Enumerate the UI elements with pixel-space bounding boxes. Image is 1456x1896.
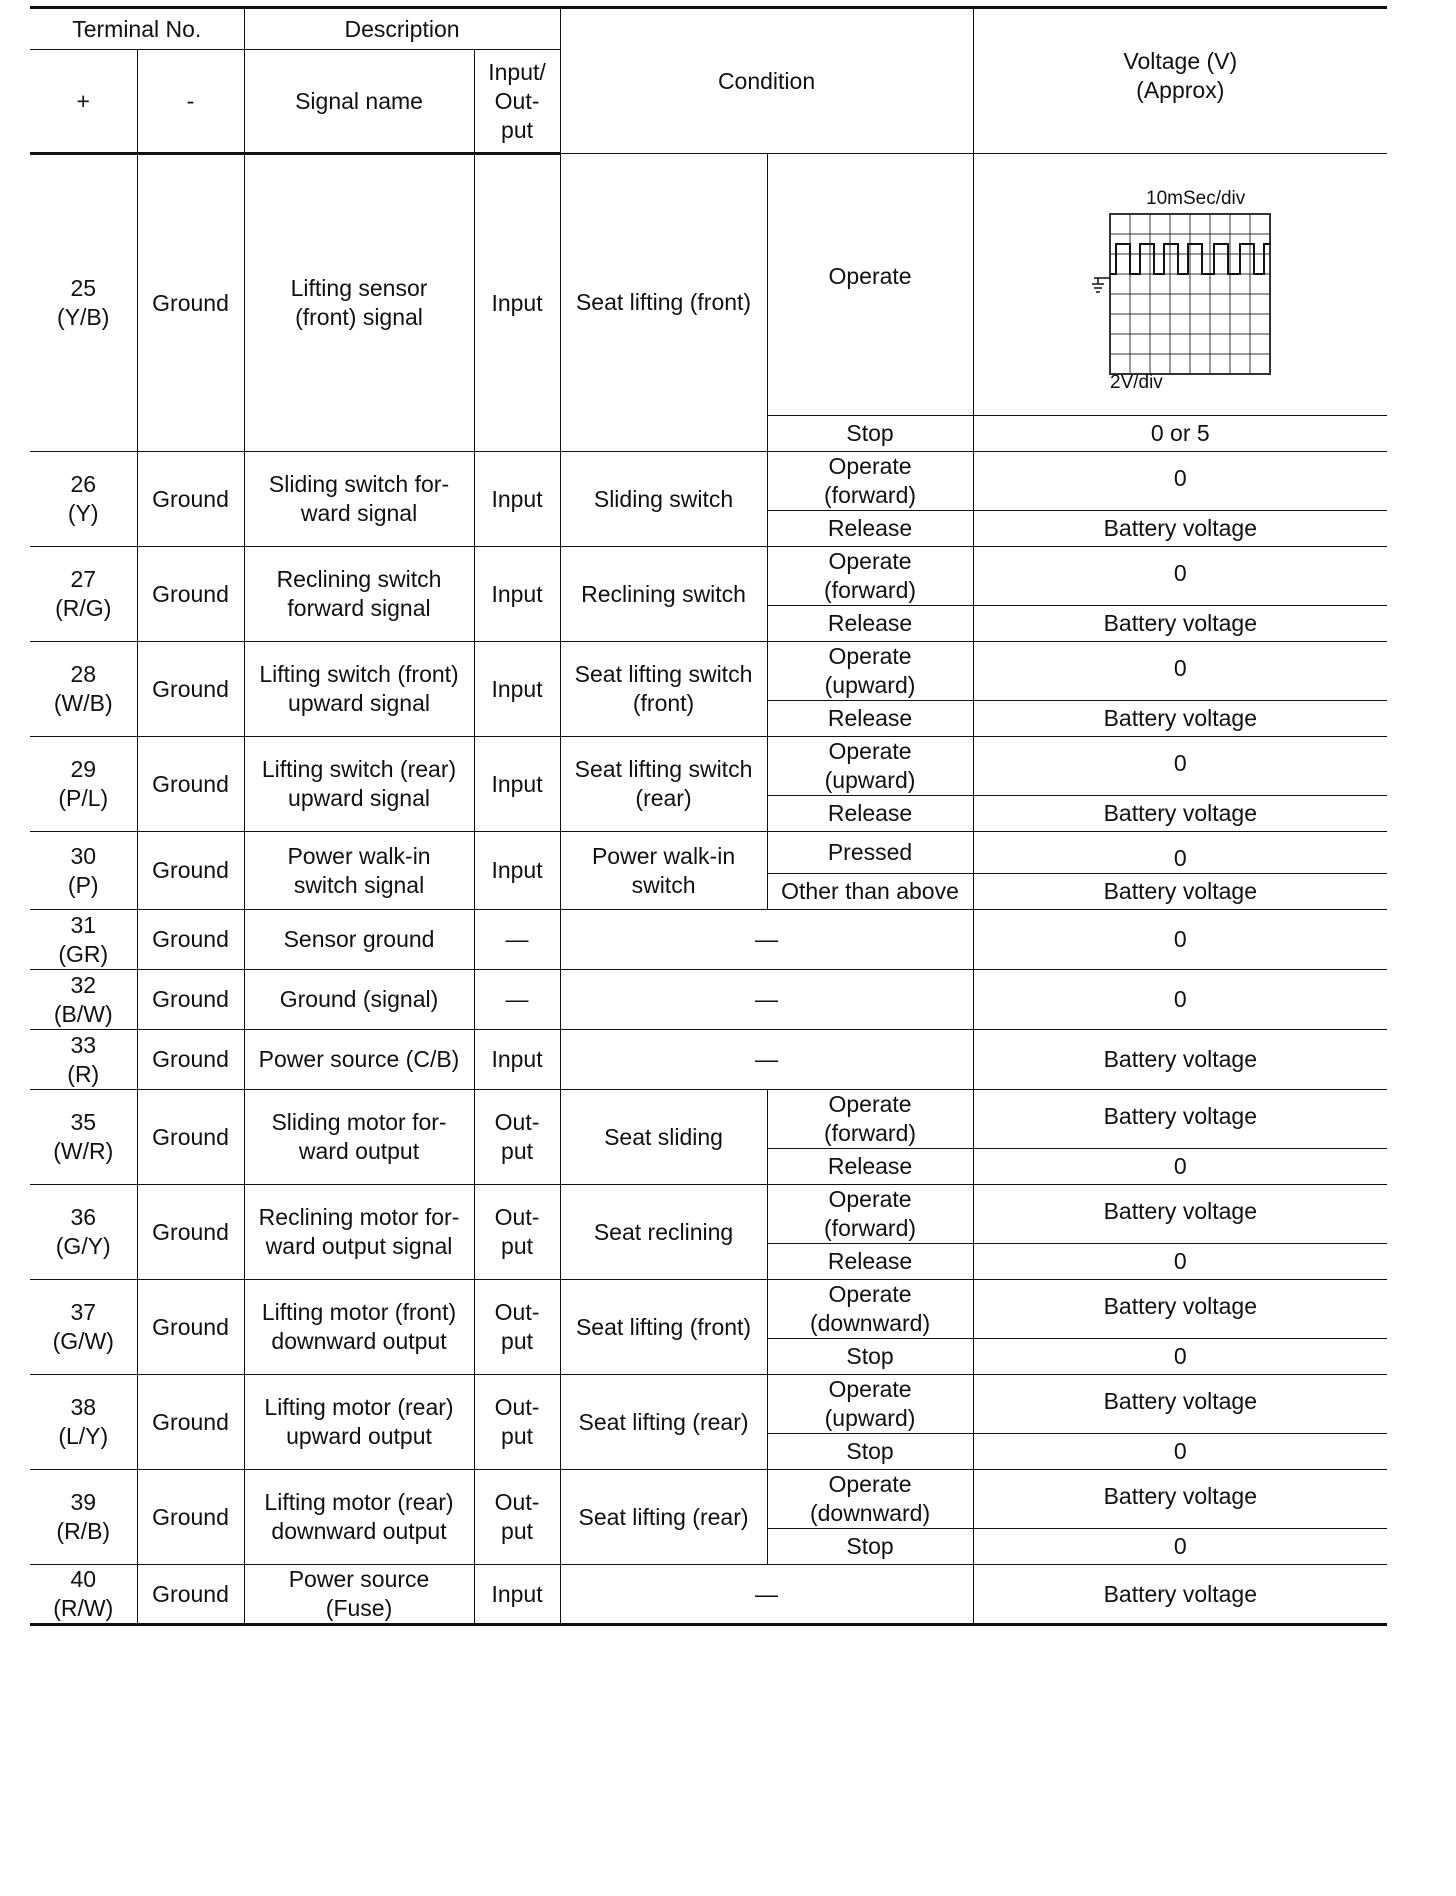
signal-name: Lifting switch (front) upward signal: [244, 642, 474, 737]
terminal-number: 40 (R/W): [30, 1565, 137, 1625]
condition: Seat reclining: [560, 1185, 767, 1280]
voltage-value: Battery voltage: [973, 796, 1387, 832]
table-row: [30, 832, 1387, 874]
condition-state: Operate (upward): [767, 737, 973, 796]
voltage-value: 0: [973, 970, 1387, 1030]
terminal-number: 35 (W/R): [30, 1090, 137, 1185]
input-output: Out- put: [474, 1280, 560, 1375]
condition-state: Release: [767, 1149, 973, 1185]
signal-name: Lifting sensor (front) signal: [244, 154, 474, 452]
input-output: Input: [474, 547, 560, 642]
ground-terminal: Ground: [137, 1470, 244, 1565]
ground-terminal: Ground: [137, 154, 244, 452]
terminal-number: 38 (L/Y): [30, 1375, 137, 1470]
header-input-output: Input/ Out- put: [474, 50, 560, 154]
ground-terminal: Ground: [137, 1090, 244, 1185]
signal-name: Ground (signal): [244, 970, 474, 1030]
time-div-label: 10mSec/div: [1146, 187, 1246, 209]
condition: Power walk-in switch: [560, 832, 767, 910]
voltage-value: Battery voltage: [973, 1470, 1387, 1529]
scope-grid: [1110, 214, 1270, 374]
condition: Sliding switch: [560, 452, 767, 547]
header-minus: -: [137, 50, 244, 154]
table-body: [30, 154, 1387, 1625]
input-output: Input: [474, 642, 560, 737]
table-row: [30, 154, 1387, 416]
terminal-number: 37 (G/W): [30, 1280, 137, 1375]
condition: —: [560, 1030, 973, 1090]
condition-state: Release: [767, 1244, 973, 1280]
table-row: [30, 737, 1387, 796]
voltage-value: Battery voltage: [973, 701, 1387, 737]
table-row: [30, 1030, 1387, 1090]
signal-name: Lifting motor (front) downward output: [244, 1280, 474, 1375]
ground-terminal: Ground: [137, 1565, 244, 1625]
table-row: [30, 910, 1387, 970]
table-row: [30, 642, 1387, 701]
ground-terminal: Ground: [137, 1280, 244, 1375]
condition: —: [560, 910, 973, 970]
header-signal-name: Signal name: [244, 50, 474, 154]
condition-state: Stop: [767, 1434, 973, 1470]
condition-state: Operate (forward): [767, 1185, 973, 1244]
signal-name: Power walk-in switch signal: [244, 832, 474, 910]
header-description: Description: [244, 8, 560, 50]
table-row: [30, 970, 1387, 1030]
input-output: Input: [474, 832, 560, 910]
input-output: Input: [474, 452, 560, 547]
table-row: [30, 452, 1387, 511]
condition: Seat lifting switch (rear): [560, 737, 767, 832]
ground-terminal: Ground: [137, 1185, 244, 1280]
oscilloscope-waveform: [1080, 180, 1280, 390]
voltage-value: Battery voltage: [973, 606, 1387, 642]
signal-name: Lifting motor (rear) upward output: [244, 1375, 474, 1470]
ground-terminal: Ground: [137, 1375, 244, 1470]
ground-symbol-icon: [1092, 278, 1110, 292]
ground-terminal: Ground: [137, 1030, 244, 1090]
condition: Seat lifting (front): [560, 154, 767, 452]
condition-state: Release: [767, 606, 973, 642]
condition-state: Operate (downward): [767, 1470, 973, 1529]
input-output: Input: [474, 154, 560, 452]
input-output: Out- put: [474, 1090, 560, 1185]
ground-terminal: Ground: [137, 547, 244, 642]
condition: —: [560, 970, 973, 1030]
table-row: [30, 1280, 1387, 1339]
condition-state: Operate (downward): [767, 1280, 973, 1339]
terminal-number: 32 (B/W): [30, 970, 137, 1030]
voltage-value: Battery voltage: [973, 1375, 1387, 1434]
voltage-value: Battery voltage: [973, 1280, 1387, 1339]
signal-name: Reclining switch forward signal: [244, 547, 474, 642]
condition-state: Operate (forward): [767, 547, 973, 606]
volt-div-label: 2V/div: [1110, 371, 1164, 390]
condition: Seat lifting (rear): [560, 1375, 767, 1470]
voltage-value: Battery voltage: [973, 511, 1387, 547]
terminal-number: 39 (R/B): [30, 1470, 137, 1565]
ground-terminal: Ground: [137, 832, 244, 910]
signal-name: Sliding motor for- ward output: [244, 1090, 474, 1185]
condition-state: Release: [767, 511, 973, 547]
condition: Seat sliding: [560, 1090, 767, 1185]
signal-name: Power source (Fuse): [244, 1565, 474, 1625]
table-row: [30, 1470, 1387, 1529]
header-plus: +: [30, 50, 137, 154]
condition: —: [560, 1565, 973, 1625]
table-row: [30, 1565, 1387, 1625]
input-output: Out- put: [474, 1375, 560, 1470]
voltage-value: Battery voltage: [973, 1090, 1387, 1149]
condition: Reclining switch: [560, 547, 767, 642]
condition-state: Other than above: [767, 874, 973, 910]
header-terminal-no: Terminal No.: [30, 8, 244, 50]
terminal-number: 29 (P/L): [30, 737, 137, 832]
terminal-number: 31 (GR): [30, 910, 137, 970]
voltage-value: Battery voltage: [973, 874, 1387, 910]
ground-terminal: Ground: [137, 737, 244, 832]
terminal-number: 25 (Y/B): [30, 154, 137, 452]
voltage-value: 0: [973, 737, 1387, 796]
input-output: —: [474, 910, 560, 970]
condition-state: Release: [767, 796, 973, 832]
table-row: [30, 1090, 1387, 1149]
voltage-value: Battery voltage: [973, 1185, 1387, 1244]
voltage-value: 0: [973, 832, 1387, 874]
input-output: Input: [474, 1565, 560, 1625]
condition-state: Operate (upward): [767, 642, 973, 701]
input-output: Input: [474, 1030, 560, 1090]
voltage-value: 0: [973, 1529, 1387, 1565]
terminal-number: 33 (R): [30, 1030, 137, 1090]
condition-state: Stop: [767, 416, 973, 452]
condition: Seat lifting switch (front): [560, 642, 767, 737]
condition-state: Operate (forward): [767, 452, 973, 511]
terminal-number: 36 (G/Y): [30, 1185, 137, 1280]
condition-state: Release: [767, 701, 973, 737]
condition-state: Pressed: [767, 832, 973, 874]
signal-name: Lifting motor (rear) downward output: [244, 1470, 474, 1565]
signal-name: Lifting switch (rear) upward signal: [244, 737, 474, 832]
terminal-spec-table: [30, 6, 1387, 1626]
header-voltage: Voltage (V) (Approx): [973, 8, 1387, 154]
voltage-value: 0: [973, 642, 1387, 701]
condition: Seat lifting (front): [560, 1280, 767, 1375]
voltage-waveform-cell: [973, 154, 1387, 416]
voltage-value: 0: [973, 1339, 1387, 1375]
voltage-value: 0 or 5: [973, 416, 1387, 452]
condition-state: Stop: [767, 1339, 973, 1375]
input-output: Out- put: [474, 1185, 560, 1280]
terminal-number: 28 (W/B): [30, 642, 137, 737]
voltage-value: 0: [973, 1434, 1387, 1470]
terminal-number: 27 (R/G): [30, 547, 137, 642]
voltage-value: Battery voltage: [973, 1030, 1387, 1090]
ground-terminal: Ground: [137, 452, 244, 547]
table-row: [30, 547, 1387, 606]
terminal-number: 30 (P): [30, 832, 137, 910]
table-row: [30, 1185, 1387, 1244]
table-row: [30, 1375, 1387, 1434]
ground-terminal: Ground: [137, 970, 244, 1030]
ground-terminal: Ground: [137, 910, 244, 970]
voltage-value: 0: [973, 1244, 1387, 1280]
terminal-number: 26 (Y): [30, 452, 137, 547]
voltage-value: 0: [973, 452, 1387, 511]
input-output: Input: [474, 737, 560, 832]
voltage-value: 0: [973, 547, 1387, 606]
condition-state: Operate: [767, 154, 973, 416]
signal-name: Sensor ground: [244, 910, 474, 970]
voltage-value: 0: [973, 910, 1387, 970]
condition-state: Operate (forward): [767, 1090, 973, 1149]
header-condition: Condition: [560, 8, 973, 154]
voltage-value: Battery voltage: [973, 1565, 1387, 1625]
condition-state: Operate (upward): [767, 1375, 973, 1434]
signal-name: Sliding switch for- ward signal: [244, 452, 474, 547]
signal-name: Reclining motor for- ward output signal: [244, 1185, 474, 1280]
table-header: [30, 8, 1387, 154]
signal-name: Power source (C/B): [244, 1030, 474, 1090]
input-output: Out- put: [474, 1470, 560, 1565]
condition-state: Stop: [767, 1529, 973, 1565]
input-output: —: [474, 970, 560, 1030]
voltage-value: 0: [973, 1149, 1387, 1185]
condition: Seat lifting (rear): [560, 1470, 767, 1565]
ground-terminal: Ground: [137, 642, 244, 737]
